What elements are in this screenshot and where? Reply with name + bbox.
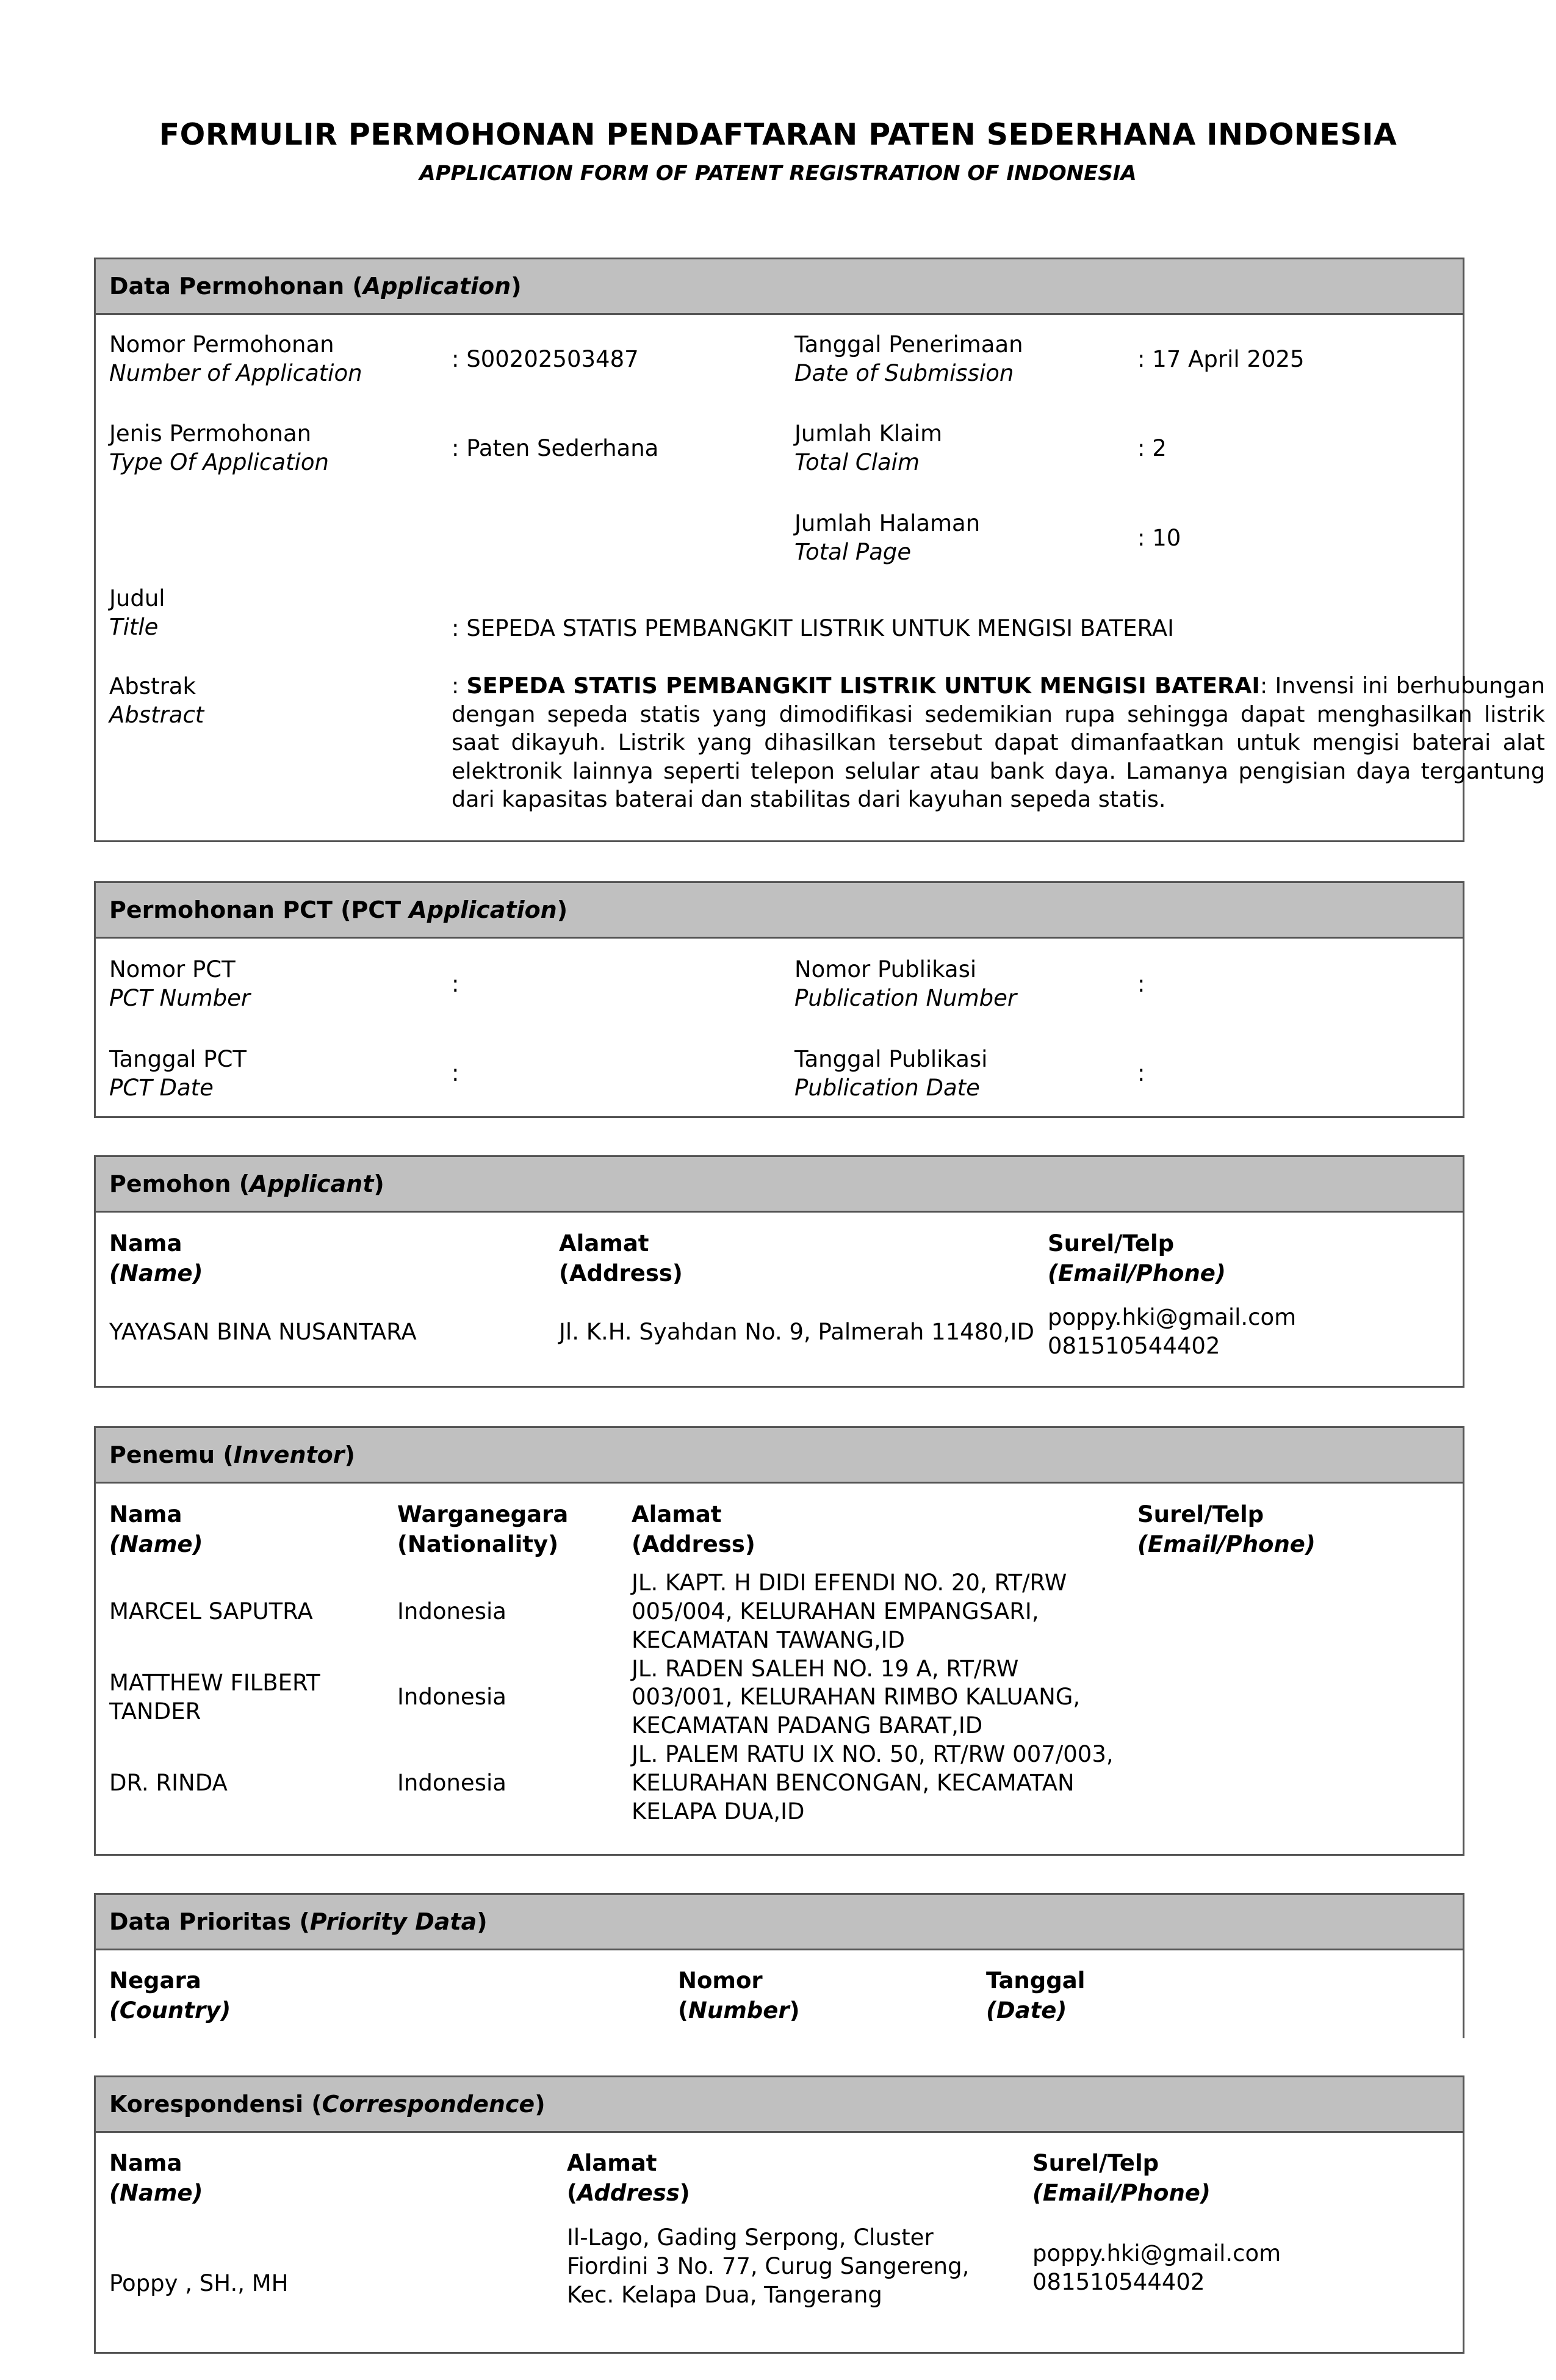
correspondence-address-line: Il-Lago, Gading Serpong, Cluster bbox=[567, 2224, 934, 2251]
abstract-label: Abstrak bbox=[109, 673, 196, 699]
abstract-text: : SEPEDA STATIS PEMBANGKIT LISTRIK UNTUK MENGISI BATERAI: Invensi ini berhubungan dengan sepeda statis yang dimodifikasi sedemikian rupa sehingga dapat menghasilkan listrik saat dikayuh. Listrik yang dihasilkan tersebut dapat dimanfaatkan untuk mengisi baterai alat elektronik lainnya seperti telepon selular atau bank daya. Lamanya pengisian daya tergantung dari kapasitas baterai dan stabilitas dari kayuhan sepeda statis. bbox=[452, 673, 1545, 812]
publication-date-label: Tanggal Publikasi bbox=[794, 1046, 988, 1072]
total-claim-label-en: Total Claim bbox=[794, 449, 920, 475]
publication-number-label: Nomor Publikasi bbox=[794, 956, 977, 983]
application-number-value: : S00202503487 bbox=[452, 346, 639, 372]
priority-col-country: Negara bbox=[109, 1967, 201, 1994]
inventor-address-line: KELURAHAN BENCONGAN, KECAMATAN bbox=[632, 1770, 1075, 1796]
priority-col-country-en: (Country) bbox=[109, 1997, 231, 2024]
applicant-email: poppy.hki@gmail.com bbox=[1048, 1304, 1297, 1330]
title-label-en: Title bbox=[109, 614, 159, 640]
pct-date-label-en: PCT Date bbox=[109, 1075, 214, 1101]
inventor-col-contact-en: (Email/Phone) bbox=[1137, 1531, 1316, 1557]
priority-col-date-en: (Date) bbox=[986, 1997, 1067, 2024]
applicant-section bbox=[94, 1155, 1464, 1388]
correspondence-col-contact: Surel/Telp bbox=[1032, 2150, 1159, 2176]
applicant-col-address: Alamat bbox=[559, 1230, 649, 1257]
correspondence-col-address-en: (Address) bbox=[567, 2180, 690, 2206]
correspondence-email: poppy.hki@gmail.com bbox=[1032, 2240, 1281, 2266]
form-subtitle: APPLICATION FORM OF PATENT REGISTRATION OF INDONESIA bbox=[419, 161, 1137, 186]
correspondence-address-line: Fiordini 3 No. 77, Curug Sangereng, bbox=[567, 2253, 970, 2279]
publication-number-value: : bbox=[1137, 971, 1145, 997]
pct-number-label-en: PCT Number bbox=[109, 985, 251, 1011]
title-label: Judul bbox=[109, 585, 165, 611]
pct-date-value: : bbox=[452, 1060, 459, 1086]
pct-number-label: Nomor PCT bbox=[109, 956, 236, 983]
application-number-label: Nomor Permohonan bbox=[109, 331, 334, 358]
correspondence-name: Poppy , SH., MH bbox=[109, 2270, 289, 2296]
inventor-address-line: 003/001, KELURAHAN RIMBO KALUANG, bbox=[632, 1684, 1081, 1710]
inventor-nationality: Indonesia bbox=[397, 1770, 506, 1796]
inventor-col-address: Alamat bbox=[632, 1501, 722, 1527]
submission-date-value: : 17 April 2025 bbox=[1137, 346, 1305, 372]
correspondence-col-name-en: (Name) bbox=[109, 2180, 203, 2206]
applicant-col-name-en: (Name) bbox=[109, 1260, 203, 1286]
inventor-name: MATTHEW FILBERT bbox=[109, 1670, 320, 1696]
total-page-value: : 10 bbox=[1137, 525, 1181, 551]
title-value: : SEPEDA STATIS PEMBANGKIT LISTRIK UNTUK MENGISI BATERAI bbox=[452, 615, 1174, 641]
applicant-address: Jl. K.H. Syahdan No. 9, Palmerah 11480,ID bbox=[559, 1319, 1034, 1345]
inventor-nationality: Indonesia bbox=[397, 1684, 506, 1710]
inventor-name: DR. RINDA bbox=[109, 1770, 228, 1796]
correspondence-section bbox=[94, 2075, 1464, 2354]
inventor-col-address-en: (Address) bbox=[632, 1531, 755, 1557]
priority-section bbox=[94, 1893, 1464, 2038]
applicant-name: YAYASAN BINA NUSANTARA bbox=[109, 1319, 417, 1345]
inventor-address-line: 005/004, KELURAHAN EMPANGSARI, bbox=[632, 1598, 1039, 1625]
priority-col-date: Tanggal bbox=[986, 1967, 1086, 1994]
inventor-nationality: Indonesia bbox=[397, 1598, 506, 1625]
submission-date-label-en: Date of Submission bbox=[794, 360, 1014, 386]
applicant-col-contact-en: (Email/Phone) bbox=[1048, 1260, 1226, 1286]
applicant-phone: 081510544402 bbox=[1048, 1333, 1220, 1359]
correspondence-col-contact-en: (Email/Phone) bbox=[1032, 2180, 1211, 2206]
application-type-label: Jenis Permohonan bbox=[109, 420, 312, 447]
inventor-col-nationality-en: (Nationality) bbox=[397, 1531, 559, 1557]
correspondence-col-name: Nama bbox=[109, 2150, 182, 2176]
inventor-col-nationality: Warganegara bbox=[397, 1501, 569, 1527]
publication-date-value: : bbox=[1137, 1060, 1145, 1086]
pct-number-value: : bbox=[452, 971, 459, 997]
inventor-section bbox=[94, 1426, 1464, 1856]
pct-date-label: Tanggal PCT bbox=[109, 1046, 247, 1072]
correspondence-section-header: Korespondensi (Correspondence) bbox=[96, 2077, 1463, 2133]
pct-section bbox=[94, 881, 1464, 1118]
inventor-name: MARCEL SAPUTRA bbox=[109, 1598, 313, 1625]
inventor-col-contact: Surel/Telp bbox=[1137, 1501, 1264, 1527]
inventor-address-line: JL. RADEN SALEH NO. 19 A, RT/RW bbox=[632, 1656, 1019, 1682]
correspondence-col-address: Alamat bbox=[567, 2150, 657, 2176]
applicant-section-header: Pemohon (Applicant) bbox=[96, 1157, 1463, 1213]
total-claim-value: : 2 bbox=[1137, 435, 1167, 461]
abstract-label-en: Abstract bbox=[109, 702, 204, 728]
submission-date-label: Tanggal Penerimaan bbox=[794, 331, 1023, 358]
inventor-address-line: JL. KAPT. H DIDI EFENDI NO. 20, RT/RW bbox=[632, 1570, 1067, 1596]
priority-col-number-en: (Number) bbox=[678, 1997, 800, 2024]
pct-section-header: Permohonan PCT (PCT Application) bbox=[96, 883, 1463, 939]
total-claim-label: Jumlah Klaim bbox=[794, 420, 943, 447]
total-page-label: Jumlah Halaman bbox=[794, 510, 981, 536]
inventor-col-name-en: (Name) bbox=[109, 1531, 203, 1557]
applicant-col-address-en: (Address) bbox=[559, 1260, 683, 1286]
correspondence-address-line: Kec. Kelapa Dua, Tangerang bbox=[567, 2282, 882, 2308]
publication-date-label-en: Publication Date bbox=[794, 1075, 980, 1101]
application-type-value: : Paten Sederhana bbox=[452, 435, 659, 461]
application-number-label-en: Number of Application bbox=[109, 360, 362, 386]
inventor-address-line: KELAPA DUA,ID bbox=[632, 1798, 805, 1825]
inventor-address-line: JL. PALEM RATU IX NO. 50, RT/RW 007/003, bbox=[632, 1741, 1114, 1767]
total-page-label-en: Total Page bbox=[794, 539, 912, 565]
inventor-address-line: KECAMATAN PADANG BARAT,ID bbox=[632, 1712, 983, 1739]
application-type-label-en: Type Of Application bbox=[109, 449, 329, 475]
inventor-col-name: Nama bbox=[109, 1501, 182, 1527]
priority-col-number: Nomor bbox=[678, 1967, 763, 1994]
application-section-header: Data Permohonan (Application) bbox=[96, 259, 1463, 315]
applicant-col-name: Nama bbox=[109, 1230, 182, 1257]
priority-section-header: Data Prioritas (Priority Data) bbox=[96, 1895, 1463, 1950]
inventor-name: TANDER bbox=[109, 1698, 201, 1725]
correspondence-phone: 081510544402 bbox=[1032, 2269, 1205, 2295]
form-title: FORMULIR PERMOHONAN PENDAFTARAN PATEN SEDERHANA INDONESIA bbox=[159, 117, 1397, 152]
inventor-address-line: KECAMATAN TAWANG,ID bbox=[632, 1627, 906, 1653]
publication-number-label-en: Publication Number bbox=[794, 985, 1017, 1011]
applicant-col-contact: Surel/Telp bbox=[1048, 1230, 1175, 1257]
inventor-section-header: Penemu (Inventor) bbox=[96, 1428, 1463, 1484]
application-section bbox=[94, 258, 1545, 842]
